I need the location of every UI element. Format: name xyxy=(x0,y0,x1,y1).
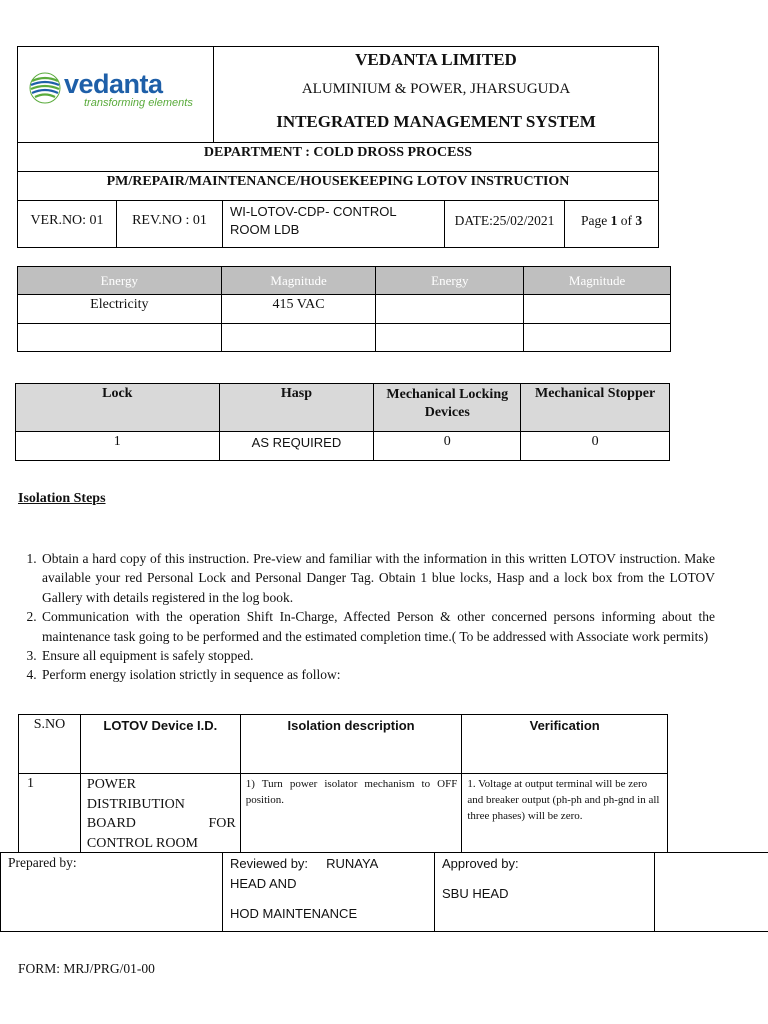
department-text: DEPARTMENT : COLD DROSS PROCESS xyxy=(203,145,473,160)
hasp-value: AS REQUIRED xyxy=(219,432,374,461)
approved-label: Approved by: xyxy=(442,856,519,871)
energy-header-energy-2: Energy xyxy=(376,267,524,295)
lock-count: 1 xyxy=(16,432,220,461)
prepared-cell xyxy=(0,852,223,932)
approved-cell xyxy=(434,852,655,932)
logo-tagline: transforming elements xyxy=(84,97,193,109)
logo-cell xyxy=(17,46,214,143)
isolation-steps xyxy=(18,549,715,685)
sno-cell: 1 xyxy=(19,774,81,854)
list-item: 4. Perform energy isolation strictly in sequence as follow: xyxy=(40,665,715,684)
list-item: 1. Obtain a hard copy of this instruction. Pre-view and familiar with the information in this written LOTOV instruction. Make available your red Personal Lock and Personal Danger Tag. Obtain 1 blue locks, Hasp and a lock box from the LOTOV Gallery with details registered in the log book. xyxy=(40,549,715,607)
lock-header-row xyxy=(16,384,670,432)
energy-header-energy-1: Energy xyxy=(18,267,222,295)
energy-table xyxy=(17,266,671,352)
verification-header: Verification xyxy=(462,715,668,774)
isolation-desc-cell: 1) Turn power isolator mechanism to OFF position. xyxy=(240,774,462,854)
reviewed-line1: Reviewed by: RUNAYA xyxy=(230,856,379,871)
energy-header-magnitude-2: Magnitude xyxy=(524,267,671,295)
logo-brand: vedanta xyxy=(64,69,163,99)
table-row xyxy=(18,324,671,352)
table-row xyxy=(18,295,671,324)
mech-locking-value: 0 xyxy=(374,432,521,461)
doc-id-line2: ROOM LDB xyxy=(230,222,300,237)
ver-no-cell xyxy=(17,200,117,248)
page-indicator xyxy=(565,213,658,229)
vedanta-logo-icon xyxy=(28,71,62,105)
energy-type-cell: Electricity xyxy=(18,295,222,324)
steps-list xyxy=(18,549,715,685)
instruction-title-row xyxy=(17,171,659,201)
list-item: 3. Ensure all equipment is safely stopped. xyxy=(40,646,715,665)
device-id-cell: POWER DISTRIBUTION BOARD FOR CONTROL ROOM xyxy=(80,774,240,854)
isolation-desc-header: Isolation description xyxy=(240,715,462,774)
unit-name: ALUMINIUM & POWER, JHARSUGUDA xyxy=(301,81,571,97)
prepared-label: Prepared by: xyxy=(8,855,77,870)
page-cell xyxy=(564,200,659,248)
doc-id-cell xyxy=(222,200,445,248)
list-item: 2. Communication with the operation Shift In-Charge, Affected Person & other concerned persons informing about the maintenance task going to be performed and the estimated completion time.( To be addressed with Associate work permits) xyxy=(40,607,715,646)
mech-locking-header: Mechanical Locking Devices xyxy=(374,384,521,432)
rev-no: REV.NO : 01 xyxy=(132,213,207,228)
reviewed-line3: HOD MAINTENANCE xyxy=(230,906,358,921)
instruction-title: PM/REPAIR/MAINTENANCE/HOUSEKEEPING LOTOV INSTRUCTION xyxy=(106,174,570,189)
mech-stopper-header: Mechanical Stopper xyxy=(521,384,670,432)
page-number: 1 xyxy=(610,213,618,228)
form-number: FORM: MRJ/PRG/01-00 xyxy=(18,961,155,976)
table-row xyxy=(16,432,670,461)
approved-name: SBU HEAD xyxy=(442,886,509,901)
page-prefix: Page xyxy=(580,213,611,228)
rev-no-cell xyxy=(116,200,223,248)
energy-magnitude-cell-2 xyxy=(524,295,671,324)
device-header-row xyxy=(19,715,668,774)
energy-header-row xyxy=(18,267,671,295)
date-cell xyxy=(444,200,565,248)
energy-empty-cell xyxy=(221,324,376,352)
page-of: of xyxy=(617,213,636,228)
lock-table xyxy=(15,383,670,461)
department-row xyxy=(17,142,659,172)
energy-magnitude-cell: 415 VAC xyxy=(221,295,376,324)
device-id-header: LOTOV Device I.D. xyxy=(80,715,240,774)
lock-header: Lock xyxy=(16,384,220,432)
table-row xyxy=(19,774,668,854)
isolation-heading: Isolation Steps xyxy=(18,491,106,506)
date-text: DATE:25/02/2021 xyxy=(454,213,555,228)
device-table xyxy=(18,714,668,854)
energy-empty-cell xyxy=(376,324,524,352)
title-cell xyxy=(213,46,659,143)
verification-cell: 1. Voltage at output terminal will be zero and breaker output (ph-ph and ph-gnd in all three phases) will be zero. xyxy=(462,774,668,854)
sno-header: S.NO xyxy=(19,715,81,774)
reviewed-cell xyxy=(222,852,435,932)
energy-empty-cell xyxy=(18,324,222,352)
reviewed-line2: HEAD AND xyxy=(230,876,297,891)
page-total: 3 xyxy=(635,213,643,228)
hasp-header: Hasp xyxy=(219,384,374,432)
energy-header-magnitude-1: Magnitude xyxy=(221,267,376,295)
signoff-blank-cell xyxy=(654,852,768,932)
doc-id-line1: WI-LOTOV-CDP- CONTROL xyxy=(230,204,397,219)
energy-type-cell-2 xyxy=(376,295,524,324)
ver-no: VER.NO: 01 xyxy=(30,213,104,228)
mech-stopper-value: 0 xyxy=(521,432,670,461)
system-name: INTEGRATED MANAGEMENT SYSTEM xyxy=(276,112,596,131)
company-name: VEDANTA LIMITED xyxy=(355,50,517,69)
energy-empty-cell xyxy=(524,324,671,352)
